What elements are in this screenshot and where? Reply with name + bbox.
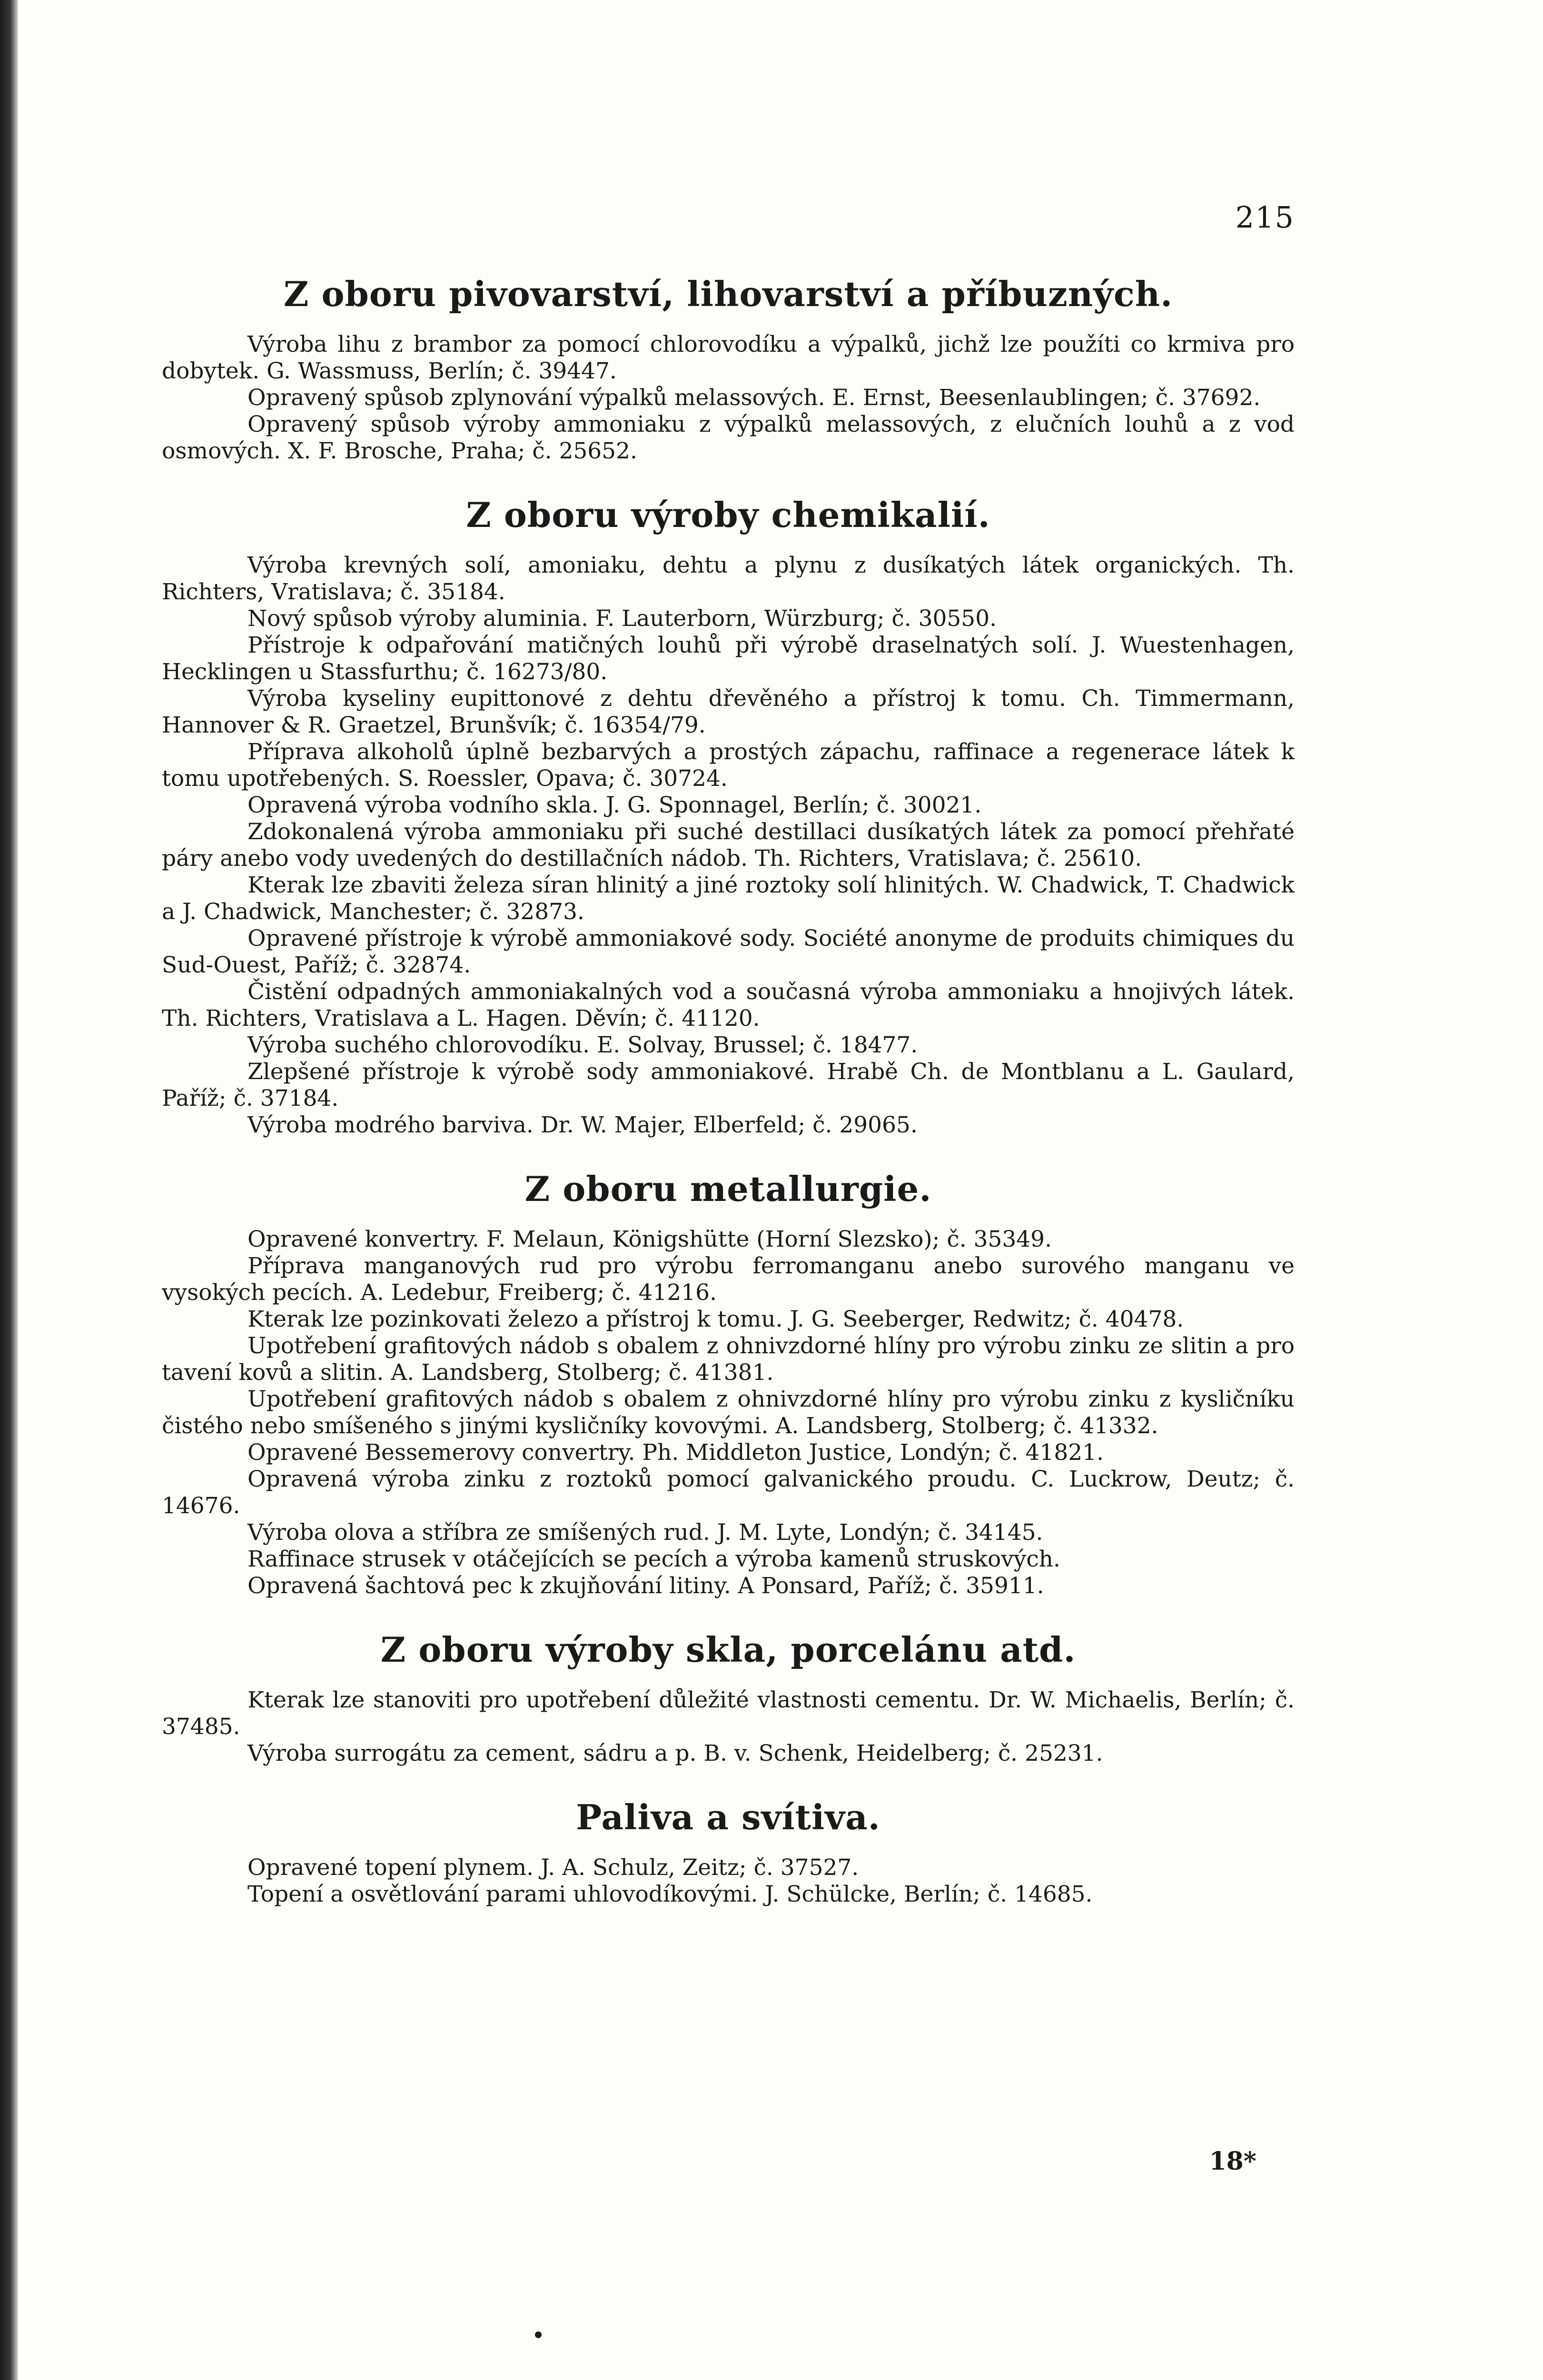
page-number: 215 — [1235, 200, 1295, 235]
patent-entry: Opravené přístroje k výrobě ammoniakové sody. Société anonyme de produits chimiques du Sud-Ouest, Paříž; č. 32874. — [162, 925, 1295, 978]
patent-entry: Upotřebení grafitových nádob s obalem z ohnivzdorné hlíny pro výrobu zinku z kysličníku čistého nebo smíšeného s jinými kysličníky kovovými. A. Landsberg, Stolberg; č. 41332. — [162, 1386, 1295, 1439]
section-heading: Z oboru výroby chemikalií. — [466, 495, 990, 535]
patent-entry: Kterak lze stanoviti pro upotřebení důležité vlastnosti cementu. Dr. W. Michaelis, Berlín; č. 37485. — [162, 1687, 1295, 1740]
patent-entry: Opravená výroba zinku z roztoků pomocí galvanického proudu. C. Luckrow, Deutz; č. 14676. — [162, 1466, 1295, 1519]
page-body — [162, 271, 1295, 1908]
patent-entry: Opravené Bessemerovy convertry. Ph. Middleton Justice, Londýn; č. 41821. — [247, 1439, 1104, 1466]
patent-entry: Kterak lze pozinkovati železo a přístroj k tomu. J. G. Seeberger, Redwitz; č. 40478. — [247, 1306, 1184, 1332]
patent-entry: Opravený spůsob zplynování výpalků melassových. E. Ernst, Beesenlaublingen; č. 37692. — [247, 385, 1261, 411]
patent-entry: Raffinace strusek v otáčejících se pecích a výroba kamenů struskových. — [247, 1546, 1060, 1572]
patent-entry: Výroba krevných solí, amoniaku, dehtu a plynu z dusíkatých látek organických. Th. Richters, Vratislava; č. 35184. — [162, 552, 1295, 605]
patent-entry: Opravená výroba vodního skla. J. G. Sponnagel, Berlín; č. 30021. — [247, 792, 982, 818]
patent-entry: Nový spůsob výroby aluminia. F. Lauterborn, Würzburg; č. 30550. — [247, 605, 997, 632]
patent-entry: Opravený spůsob výroby ammoniaku z výpalků melassových, z elučních louhů a z vod osmových. X. F. Brosche, Praha; č. 25652. — [162, 411, 1295, 464]
patent-entry: Výroba kyseliny eupittonové z dehtu dřevěného a přístroj k tomu. Ch. Timmermann, Hannover & R. Graetzel, Brunšvík; č. 16354/79. — [162, 685, 1295, 738]
section-chemicals — [162, 492, 1295, 1139]
section-brewing — [162, 271, 1295, 465]
patent-entry: Výroba olova a stříbra ze smíšených rud. J. M. Lyte, Londýn; č. 34145. — [247, 1519, 1043, 1546]
patent-entry: Výroba surrogátu za cement, sádru a p. B. v. Schenk, Heidelberg; č. 25231. — [247, 1740, 1103, 1766]
patent-entry: Zdokonalená výroba ammoniaku při suché destillaci dusíkatých látek za pomocí přehřaté páry anebo vody uvedených do destillačních nádob. Th. Richters, Vratislava; č. 25610. — [162, 819, 1295, 872]
patent-entry: Příprava alkoholů úplně bezbarvých a prostých zápachu, raffinace a regenerace látek k tomu upotřebených. S. Roessler, Opava; č. 30724. — [162, 739, 1295, 792]
patent-entry: Kterak lze zbaviti železa síran hlinitý a jiné roztoky solí hlinitých. W. Chadwick, T. Chadwick a J. Chadwick, Manchester; č. 32873. — [162, 872, 1295, 925]
patent-entry: Výroba lihu z brambor za pomocí chlorovodíku a výpalků, jichž lze použíti co krmiva pro dobytek. G. Wassmuss, Berlín; č. 39447. — [162, 331, 1295, 384]
patent-entry: Upotřebení grafitových nádob s obalem z ohnivzdorné hlíny pro výrobu zinku ze slitin a pro tavení kovů a slitin. A. Landsberg, Stolberg; č. 41381. — [162, 1333, 1295, 1386]
section-heading: Z oboru metallurgie. — [524, 1169, 932, 1209]
scan-binding-edge — [0, 0, 18, 2380]
printer-signature-mark: 18* — [1209, 2147, 1256, 2176]
patent-entry: Výroba suchého chlorovodíku. E. Solvay, Brussel; č. 18477. — [247, 1032, 918, 1058]
ink-speck — [535, 2331, 542, 2338]
patent-entry: Výroba modrého barviva. Dr. W. Majer, Elberfeld; č. 29065. — [247, 1112, 918, 1138]
section-fuels-lighting — [162, 1795, 1295, 1908]
patent-entry: Čistění odpadných ammoniakalných vod a současná výroba ammoniaku a hnojivých látek. Th. Richters, Vratislava a L. Hagen. Děvín; č. 41120. — [162, 979, 1295, 1031]
patent-entry: Opravené konvertry. F. Melaun, Königshütte (Horní Slezsko); č. 35349. — [247, 1226, 1052, 1252]
patent-entry: Opravené topení plynem. J. A. Schulz, Zeitz; č. 37527. — [247, 1854, 859, 1881]
section-heading: Z oboru pivovarství, lihovarství a příbuzných. — [283, 274, 1173, 314]
section-glass-porcelain — [162, 1627, 1295, 1767]
patent-entry: Zlepšené přístroje k výrobě sody ammoniakové. Hrabě Ch. de Montblanu a L. Gaulard, Paříž; č. 37184. — [162, 1059, 1295, 1111]
patent-entry: Opravená šachtová pec k zkujňování litiny. A Ponsard, Paříž; č. 35911. — [247, 1573, 1044, 1599]
patent-entry: Topení a osvětlování parami uhlovodíkovými. J. Schülcke, Berlín; č. 14685. — [247, 1881, 1093, 1907]
patent-entry: Přístroje k odpařování matičných louhů při výrobě draselnatých solí. J. Wuestenhagen, Hecklingen u Stassfurthu; č. 16273/80. — [162, 632, 1295, 685]
patent-entry: Příprava manganových rud pro výrobu ferromanganu anebo surového manganu ve vysokých pecích. A. Ledebur, Freiberg; č. 41216. — [162, 1253, 1295, 1306]
section-metallurgy — [162, 1166, 1295, 1599]
section-heading: Z oboru výroby skla, porcelánu atd. — [380, 1629, 1076, 1670]
section-heading: Paliva a svítiva. — [576, 1797, 880, 1837]
